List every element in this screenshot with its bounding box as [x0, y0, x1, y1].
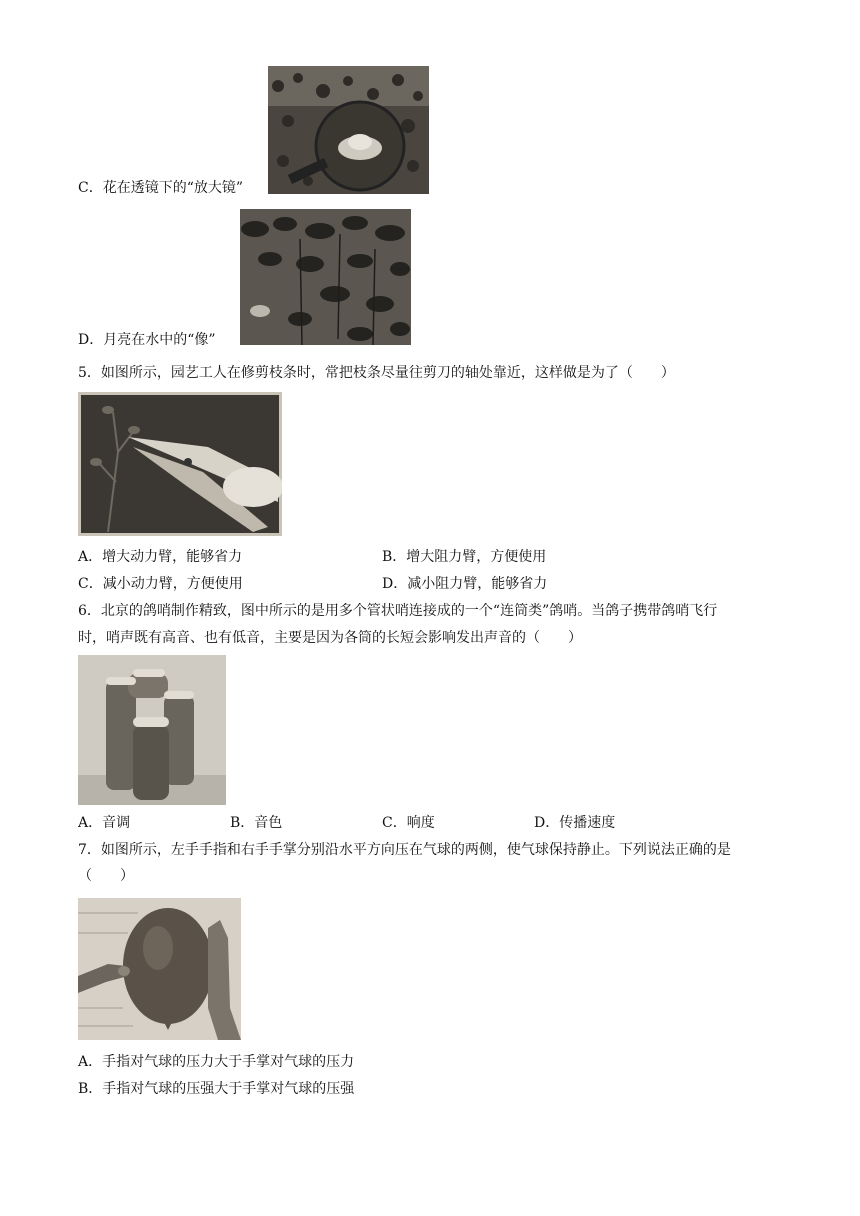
balloon-press-photo [78, 898, 241, 1040]
question-6-stem-line2: 时，哨声既有高音、也有低音，主要是因为各筒的长短会影响发出声音的（ ） [78, 630, 582, 646]
question-7-stem-line1: 7．如图所示，左手手指和右手手掌分别沿水平方向压在气球的两侧，使气球保持静止。下列说法正确的是 [78, 842, 731, 858]
moon-reflection-photo [240, 209, 411, 345]
q5-option-d: D．减小阻力臂，能够省力 [382, 576, 548, 592]
option-c-text: C．花在透镜下的“放大镜” [78, 180, 244, 196]
pigeon-whistle-photo [78, 655, 226, 805]
q5-option-c: C．减小动力臂，方便使用 [78, 576, 243, 592]
lotus-magnifier-photo [268, 66, 429, 194]
option-d-text: D．月亮在水中的“像” [78, 332, 216, 348]
q6-option-a: A．音调 [78, 815, 131, 831]
q6-option-d: D．传播速度 [534, 815, 616, 831]
question-7-stem-line2: （ ） [78, 868, 134, 884]
q5-option-a: A．增大动力臂，能够省力 [78, 549, 243, 565]
q7-option-a: A．手指对气球的压力大于手掌对气球的压力 [78, 1054, 355, 1070]
q6-option-b: B．音色 [230, 815, 283, 831]
question-6-stem-line1: 6．北京的鸽哨制作精致，图中所示的是用多个管状哨连接成的一个“连筒类”鸽哨。当鸽子携带鸽哨飞行 [78, 603, 718, 619]
question-5-stem: 5．如图所示，园艺工人在修剪枝条时，常把枝条尽量往剪刀的轴处靠近，这样做是为了（ ） [78, 365, 675, 381]
pruning-shears-photo [78, 392, 282, 536]
q6-option-c: C．响度 [382, 815, 435, 831]
q7-option-b: B．手指对气球的压强大于手掌对气球的压强 [78, 1081, 355, 1097]
q5-option-b: B．增大阻力臂，方便使用 [382, 549, 547, 565]
